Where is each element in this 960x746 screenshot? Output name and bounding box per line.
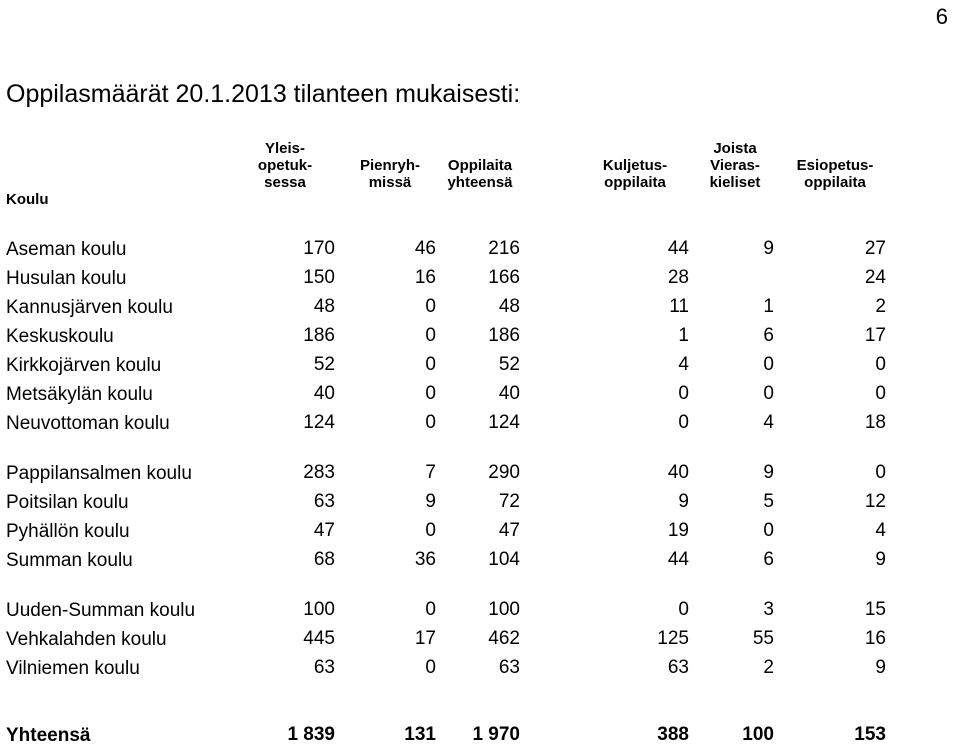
cell-vieraskieliset: 6 — [763, 325, 774, 346]
cell-vieraskieliset: 0 — [763, 520, 774, 541]
cell-kuljetus: 40 — [667, 462, 689, 483]
school-name: Pyhällön koulu — [6, 521, 130, 542]
school-name: Kirkkojärven koulu — [6, 355, 162, 376]
cell-yleisopetus: 150 — [303, 267, 335, 288]
cell-yhteensa: 462 — [488, 628, 520, 649]
cell-yleisopetus: 170 — [303, 238, 335, 259]
school-name: Husulan koulu — [6, 268, 127, 289]
school-name: Vilniemen koulu — [6, 658, 140, 679]
cell-yhteensa: 290 — [488, 462, 520, 483]
cell-yhteensa: 216 — [488, 238, 520, 259]
table-body — [0, 235, 960, 683]
cell-kuljetus: 28 — [667, 267, 689, 288]
cell-vieraskieliset: 9 — [763, 238, 774, 259]
cell-yhteensa: 48 — [498, 296, 520, 317]
cell-kuljetus: 44 — [667, 549, 689, 570]
cell-vieraskieliset: 9 — [763, 462, 774, 483]
cell-vieraskieliset: 0 — [763, 354, 774, 375]
cell-pienryhma: 0 — [425, 657, 436, 678]
cell-pienryhma: 0 — [425, 383, 436, 404]
cell-esiopetus: 0 — [875, 462, 886, 483]
cell-yhteensa: 52 — [498, 354, 520, 375]
total-pienryhma: 131 — [404, 724, 436, 745]
cell-yhteensa: 166 — [488, 267, 520, 288]
cell-yleisopetus: 63 — [313, 491, 335, 512]
school-name: Pappilansalmen koulu — [6, 463, 192, 484]
cell-kuljetus: 4 — [678, 354, 689, 375]
school-name: Uuden-Summan koulu — [6, 600, 196, 621]
cell-esiopetus: 9 — [875, 549, 886, 570]
school-name: Aseman koulu — [6, 239, 127, 260]
school-name: Poitsilan koulu — [6, 492, 129, 513]
page-heading: Oppilasmäärät 20.1.2013 tilanteen mukaisesti: — [6, 80, 521, 108]
cell-yleisopetus: 445 — [303, 628, 335, 649]
cell-vieraskieliset: 55 — [752, 628, 774, 649]
cell-yhteensa: 47 — [498, 520, 520, 541]
cell-yhteensa: 186 — [488, 325, 520, 346]
cell-kuljetus: 0 — [678, 599, 689, 620]
header-oppilaita-yhteensa: Oppilaita yhteensä — [447, 157, 513, 191]
total-yleisopetus: 1 839 — [287, 724, 335, 745]
cell-yhteensa: 40 — [498, 383, 520, 404]
cell-esiopetus: 0 — [875, 383, 886, 404]
table-row — [0, 264, 960, 293]
header-yleisopetuksessa: Yleis- opetuk- sessa — [257, 140, 313, 191]
cell-yleisopetus: 47 — [313, 520, 335, 541]
cell-esiopetus: 0 — [875, 354, 886, 375]
cell-kuljetus: 19 — [667, 520, 689, 541]
school-name: Neuvottoman koulu — [6, 413, 170, 434]
total-label: Yhteensä — [6, 725, 91, 746]
table-row — [0, 654, 960, 683]
table-row — [0, 322, 960, 351]
cell-yhteensa: 104 — [488, 549, 520, 570]
cell-vieraskieliset: 1 — [763, 296, 774, 317]
cell-pienryhma: 0 — [425, 296, 436, 317]
cell-pienryhma: 17 — [414, 628, 436, 649]
total-kuljetus: 388 — [657, 724, 689, 745]
cell-esiopetus: 12 — [864, 491, 886, 512]
school-name: Kannusjärven koulu — [6, 297, 173, 318]
cell-kuljetus: 125 — [657, 628, 689, 649]
cell-vieraskieliset: 4 — [763, 412, 774, 433]
table-row — [0, 293, 960, 322]
table-row — [0, 409, 960, 438]
header-koulu: Koulu — [6, 191, 49, 208]
cell-pienryhma: 0 — [425, 599, 436, 620]
cell-kuljetus: 44 — [667, 238, 689, 259]
cell-kuljetus: 63 — [667, 657, 689, 678]
school-name: Vehkalahden koulu — [6, 629, 167, 650]
total-row — [0, 720, 960, 746]
table-row — [0, 546, 960, 575]
cell-yleisopetus: 48 — [313, 296, 335, 317]
cell-kuljetus: 0 — [678, 412, 689, 433]
total-vieraskieliset: 100 — [742, 724, 774, 745]
table-row — [0, 351, 960, 380]
cell-yleisopetus: 100 — [303, 599, 335, 620]
cell-kuljetus: 1 — [678, 325, 689, 346]
cell-vieraskieliset: 5 — [763, 491, 774, 512]
cell-pienryhma: 0 — [425, 520, 436, 541]
cell-esiopetus: 15 — [864, 599, 886, 620]
cell-esiopetus: 2 — [875, 296, 886, 317]
cell-vieraskieliset: 3 — [763, 599, 774, 620]
header-esiopetusoppilaita: Esiopetus- oppilaita — [796, 157, 874, 191]
cell-yleisopetus: 40 — [313, 383, 335, 404]
cell-esiopetus: 24 — [864, 267, 886, 288]
cell-pienryhma: 7 — [425, 462, 436, 483]
cell-pienryhma: 0 — [425, 412, 436, 433]
school-name: Metsäkylän koulu — [6, 384, 153, 405]
header-pienryhmissa: Pienryh- missä — [359, 157, 420, 191]
cell-pienryhma: 0 — [425, 325, 436, 346]
cell-pienryhma: 0 — [425, 354, 436, 375]
cell-yleisopetus: 186 — [303, 325, 335, 346]
cell-pienryhma: 16 — [414, 267, 436, 288]
header-vieraskieliset: Joista Vieras- kieliset — [709, 140, 761, 191]
cell-vieraskieliset: 0 — [763, 383, 774, 404]
cell-kuljetus: 11 — [669, 296, 689, 317]
cell-esiopetus: 27 — [864, 238, 886, 259]
cell-yleisopetus: 68 — [313, 549, 335, 570]
table-row — [0, 517, 960, 546]
cell-yhteensa: 100 — [488, 599, 520, 620]
cell-esiopetus: 17 — [864, 325, 886, 346]
total-yhteensa: 1 970 — [472, 724, 520, 745]
cell-yhteensa: 124 — [488, 412, 520, 433]
cell-pienryhma: 36 — [414, 549, 436, 570]
cell-yleisopetus: 283 — [303, 462, 335, 483]
cell-yleisopetus: 52 — [313, 354, 335, 375]
cell-vieraskieliset: 6 — [763, 549, 774, 570]
school-name: Keskuskoulu — [6, 326, 114, 347]
page-number: 6 — [935, 4, 948, 29]
cell-yhteensa: 72 — [498, 491, 520, 512]
cell-esiopetus: 18 — [864, 412, 886, 433]
cell-yleisopetus: 63 — [313, 657, 335, 678]
cell-yhteensa: 63 — [498, 657, 520, 678]
cell-vieraskieliset: 2 — [763, 657, 774, 678]
table-row — [0, 575, 960, 625]
table-row — [0, 625, 960, 654]
table-row — [0, 438, 960, 488]
cell-esiopetus: 9 — [875, 657, 886, 678]
school-name: Summan koulu — [6, 550, 133, 571]
cell-yleisopetus: 124 — [303, 412, 335, 433]
table-row — [0, 488, 960, 517]
cell-esiopetus: 16 — [864, 628, 886, 649]
header-kuljetusoppilaita: Kuljetus- oppilaita — [602, 157, 668, 191]
cell-pienryhma: 9 — [425, 491, 436, 512]
table-row — [0, 380, 960, 409]
table-row — [0, 235, 960, 264]
cell-pienryhma: 46 — [414, 238, 436, 259]
cell-kuljetus: 9 — [678, 491, 689, 512]
total-esiopetus: 153 — [854, 724, 886, 745]
cell-kuljetus: 0 — [678, 383, 689, 404]
cell-esiopetus: 4 — [875, 520, 886, 541]
